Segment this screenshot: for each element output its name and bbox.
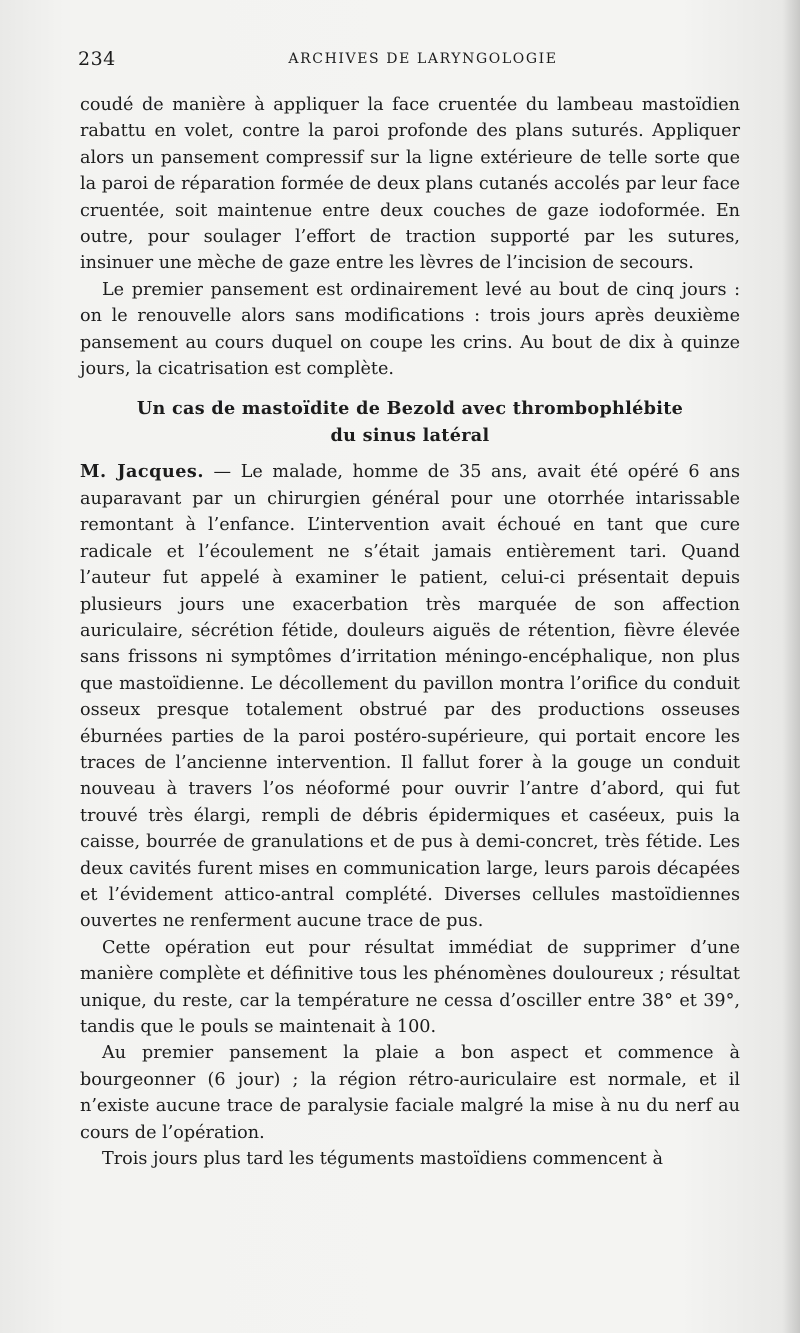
page-header <box>78 48 738 72</box>
section-title-line-1: Un cas de mastoïdite de Bezold avec thrombophlébite <box>136 398 684 420</box>
paragraph-5: Au premier pansement la plaie a bon aspect et commence à bourgeonner (6 jour) ; la région rétro-auriculaire est normale, et il n’existe aucune trace de paralysie faciale malgré la mise à nu du nerf au cours de l’opération. <box>80 1043 740 1143</box>
running-title: ARCHIVES DE LARYNGOLOGIE <box>288 51 558 67</box>
paragraph-4: Cette opération eut pour résultat immédiat de supprimer d’une manière complète et définitive tous les phénomènes douloureux ; résultat unique, du reste, car la température ne cessa d’osciller entre 38° et 39°, tandis que le pouls se maintenait à 100. <box>80 937 740 1037</box>
section-title-line-2: du sinus latéral <box>330 424 490 446</box>
section-title <box>80 396 740 449</box>
paragraph-6: Trois jours plus tard les téguments mastoïdiens commencent à <box>102 1149 663 1170</box>
paragraph-3-text: — Le malade, homme de 35 ans, avait été opéré 6 ans auparavant par un chirurgien général pour une otorrhée intarissable remontant à l’enfance. L’intervention avait échoué en tant que cure radicale et l’écoulement ne s’était jamais entièrement tari. Quand l’auteur fut appelé à examiner le patient, celui-ci présentait depuis plusieurs jours une exacerbation très marquée de son affection auriculaire, sécrétion fétide, douleurs aiguës de rétention, fièvre élevée sans frissons ni symptômes d’irritation méningo-encéphalique, non plus que mastoïdienne. Le décollement du pavillon montra l’orifice du conduit osseux presque totalement obstrué par des productions osseuses éburnées parties de la paroi postéro-supérieure, qui portait encore les traces de l’ancienne intervention. Il fallut forer à la gouge un conduit nouveau à travers l’os néoformé pour ouvrir l’antre d’abord, qui fut trouvé très élargi, rempli de débris épidermiques et caséeux, puis la caisse, bourrée de granulations et de pus à demi-concret, très fétide. Les deux cavités furent mises en communication large, leurs parois décapées et l’évidement attico-antral complété. Diverses cellules mastoïdiennes ouvertes ne renferment aucune trace de pus. <box>80 462 740 932</box>
paragraph-2: Le premier pansement est ordinairement levé au bout de cinq jours : on le renouvelle alors sans modifications : trois jours après deuxième pansement au cours duquel on coupe les crins. Au bout de dix à quinze jours, la cicatrisation est complète. <box>80 279 740 380</box>
author-name: M. Jacques. <box>80 461 204 483</box>
body-text <box>80 92 740 1172</box>
paragraph-1: coudé de manière à appliquer la face cruentée du lambeau mastoïdien rabattu en volet, contre la paroi profonde des plans suturés. Appliquer alors un pansement compressif sur la ligne extérieure de telle sorte que la paroi de réparation formée de deux plans cutanés accolés par leur face cruentée, soit maintenue entre deux couches de gaze iodoformée. En outre, pour soulager l’effort de traction supporté par les sutures, insinuer une mèche de gaze entre les lèvres de l’incision de secours. <box>80 95 740 274</box>
page-edge-shadow <box>782 0 800 1333</box>
paragraph-3 <box>80 459 740 934</box>
page-number: 234 <box>78 48 116 70</box>
